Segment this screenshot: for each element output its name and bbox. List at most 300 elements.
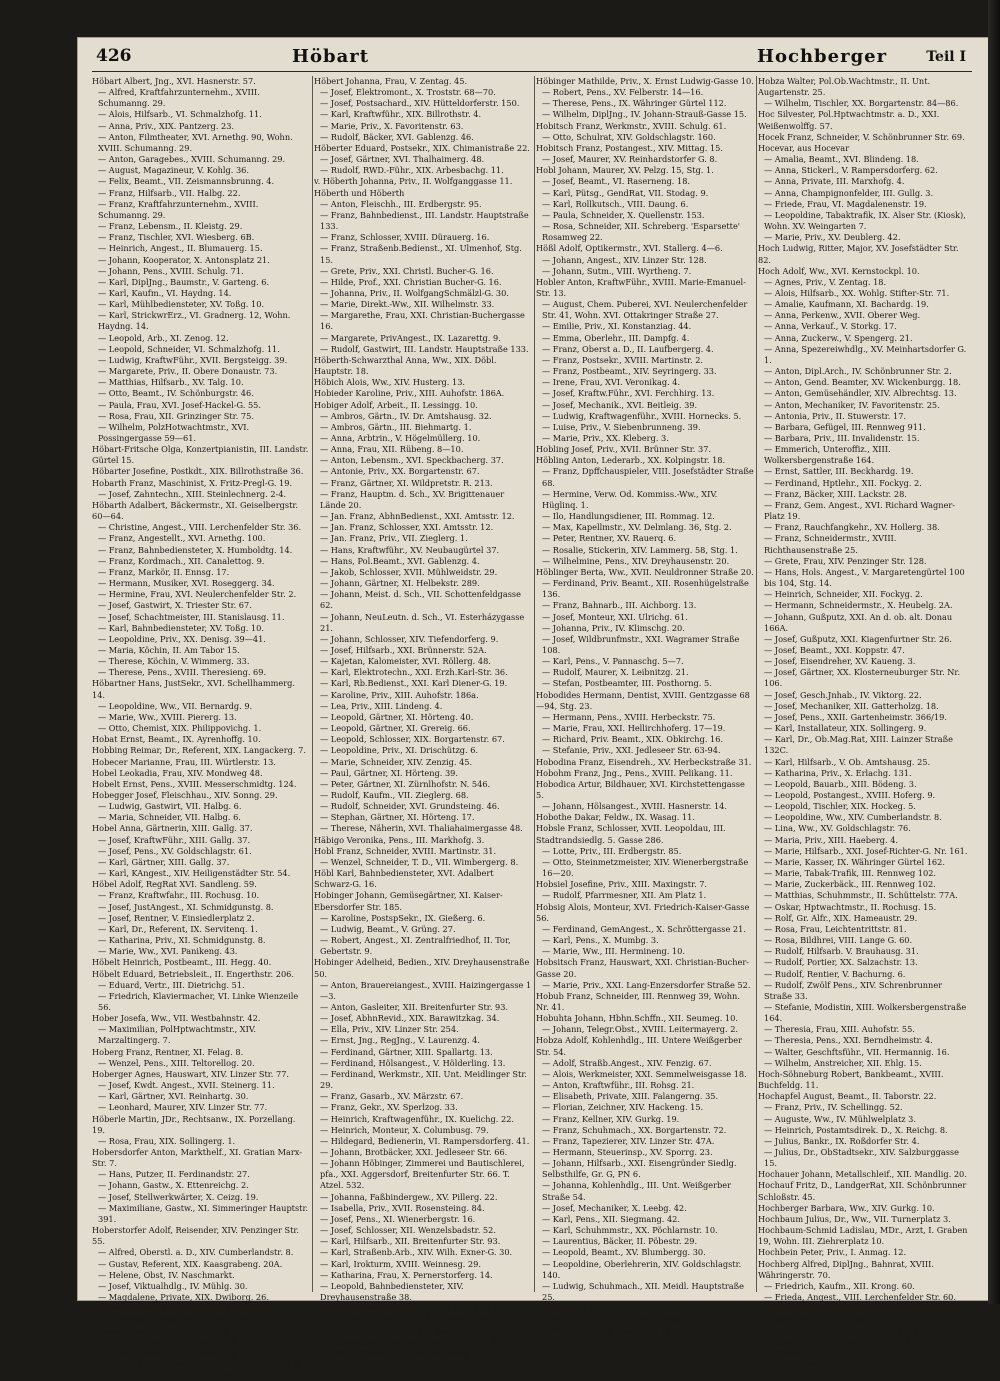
directory-entry: — Maria, Marktfahr., XVI. Panikeng. 41. xyxy=(320,1347,487,1358)
directory-entry: — Karl, Kraftwführ., XIX. Billrothstr. 4. xyxy=(320,109,482,120)
directory-entry: — Josef, Schlosser, XII. Wenzelsbadstr. 52. xyxy=(320,1225,496,1236)
directory-entry: Hobel Anna, Gärtnerin, XIII. Gallg. 37. xyxy=(92,823,253,834)
directory-entry: — Ferdinand, Hptlehr., XII. Fockyg. 2. xyxy=(764,477,922,488)
directory-entry: — Leopold, Postangest., XVIII. Hoferg. 9. xyxy=(764,790,936,800)
directory-entry: — Rudolf, Hilfsarb. V. Brauhausg. 31. xyxy=(764,946,919,957)
directory-entry: — Anna, Zuckerw., V. Spengerg. 21. xyxy=(764,332,913,343)
directory-entry: — Antonia, Priv., II. Stuwerstr. 17. xyxy=(764,410,907,421)
directory-entry: Hochbein Peter, Priv., I. Anmag. 12. xyxy=(758,1247,907,1258)
directory-entry: — Josef, Pens., XV. Goldschlagstr. 61. xyxy=(98,845,252,856)
directory-entry: — Wilhelmine, Pens., XIV. Dreyhausenstr. 20. xyxy=(542,555,730,566)
directory-entry: — Lina, Ww., XV. Goldschlagstr. 76. xyxy=(764,823,911,834)
directory-entry: — Ilo, Handlungsdiener, III. Rommag. 12. xyxy=(542,511,715,522)
directory-entry: — Josef, Gußputz, XXI. Kiagenfurtner Str. 26. xyxy=(764,633,952,644)
directory-entry: — Josef, Gärtner, XVI. Thalhaimerg. 48. xyxy=(320,154,485,165)
directory-entry: — Heinrich, Schneider, XII. Fockyg. 2. xyxy=(764,589,923,600)
directory-entry: — Johanna, Priv., IV. Klimschg. 20. xyxy=(542,622,685,633)
directory-entry: — Otto, Chemist, XIX. Philippovichg. 1. xyxy=(98,723,262,734)
directory-entry: — Rudolf, RWD.-Führ., XIX. Arbesbachg. 11. xyxy=(320,165,504,176)
directory-entry: — Anton, Gemüsehändler, XIV. Albrechtsg. 13. xyxy=(764,388,957,399)
directory-entry: — Anna, Frau, II. Praterstr. 26. xyxy=(764,1358,894,1369)
column-3 xyxy=(536,76,754,1336)
directory-entry: — Rudolf, Kaufm., VII. Zieglerg. 68. xyxy=(320,790,469,800)
directory-entry: — Marie, Priv., X. Favoritenstr. 63. xyxy=(320,120,464,131)
directory-entry: — Amalie, Kaufmann, XI. Bachardg. 19. xyxy=(764,299,929,310)
directory-entry: — Hans, Hols. Angest., V. Margaretengürtel 100 bis 104, Stg. 14. xyxy=(764,566,965,589)
directory-entry: — Franz, Hauptm. d. Sch., XV. Brigittenauer Lände 20. xyxy=(320,488,505,510)
directory-entry: — Franz, Kordmach., XII. Canalettog. 9. xyxy=(98,555,265,566)
directory-entry: — Marie, Kasser, IX. Währinger Gürtel 162. xyxy=(764,856,945,867)
directory-entry: — Franz, Kellner, XIV. Gurkg. 19. xyxy=(542,1113,680,1124)
directory-entry: — Josef, Beamt., VI. Raserneng. 18. xyxy=(542,176,691,187)
directory-entry: — Karoline, PostspSekr., IX. Gießerg. 6. xyxy=(320,912,486,923)
directory-entry: — Johann, Gärtner, XI. Helbekstr. 289. xyxy=(320,578,480,589)
directory-entry: — Robert, Angest., XI. Zentralfriedhof, II. Tor, Gebertstr. 9. xyxy=(320,935,511,957)
directory-entry: — Franz, Tischler, XVI. Wiesberg. 6B. xyxy=(98,232,255,243)
directory-entry: — Anna, Champignonfelder, III. Gullg. 3. xyxy=(764,187,934,198)
directory-entry: — Franz, Gasarb., XV. Märzstr. 67. xyxy=(320,1091,464,1102)
column-1 xyxy=(92,76,310,1381)
directory-entry: — Paul, Gärtner, XI. Hörteng. 39. xyxy=(320,767,458,778)
directory-entry: Hobothe Dakar, Feldw., IX. Wasag. 11. xyxy=(536,812,695,823)
directory-entry: — Franz, Gärtner, XI. Wildpretstr. R. 213. xyxy=(320,477,493,488)
directory-entry: — Karl, StrickwrErz., VI. Gradnerg. 12, Wohn. Haydng. 14. xyxy=(98,310,291,332)
directory-entry: — Johanna, Priv., II. WolfgangSchmälzl-G. 30. xyxy=(320,287,509,298)
directory-entry: — Johann, Sutm., VIII. Wyrtheng. 7. xyxy=(542,265,692,276)
directory-entry: — Leopoldine, Oberlehrerin, XIV. Goldschlagstr. 140. xyxy=(542,1258,742,1280)
directory-entry: — Josef, Gesch.Jnhab., IV. Viktorg. 22. xyxy=(764,689,922,700)
directory-entry: Hochbaum-Schmid Ladislau, MDr., Arzt, I. Graben 19, Wohn. III. Ziehrerplatz 10. xyxy=(758,1225,968,1247)
directory-entry: — Jakob, Schlosser, XVII. Mühlweidstr. 29. xyxy=(320,566,498,577)
directory-entry: — Josef, AbhnRevid., XIX. Barawitzkag. 34. xyxy=(320,1013,500,1024)
directory-entry: Höbelt Eduard, Betriebsleit., II. Engerthstr. 206. xyxy=(92,968,294,979)
directory-entry: — Franz, Kraftfahrzunternehm., XVIII. Schumanng. 29. xyxy=(98,198,259,220)
directory-entry: — Peter, Rentner, XV. Rauerq. 6. xyxy=(542,533,677,544)
directory-entry: — Frieda, Angest., VIII. Lerchenfelder Str. 60. xyxy=(764,1292,956,1303)
directory-entry: — Jan. Franz, AbhnBedienst., XXI. Amtsstr. 12. xyxy=(320,511,515,522)
directory-entry: Hoch Ludwig, Ritter, Major, XV. Josefstädter Str. 82. xyxy=(758,243,959,265)
directory-entry: — August, Chem. Puberei, XVI. Neulerchenfelder Str. 41, Wohn. XVI. Ottakringer Straße 27. xyxy=(542,299,748,321)
directory-entry: — Karl, KAngest., XIV. Heiligenstädter Str. 54. xyxy=(98,868,291,879)
directory-entry: Hochberger Barbara, Ww., XIV. Gurkg. 10. xyxy=(758,1202,935,1213)
directory-entry: — Kajetan, Kalomeister, XVI. Röllerg. 48. xyxy=(320,656,491,667)
directory-entry: — Maximilian, PolHptwachtmstr., XIV. Marzaltingerg. 7. xyxy=(98,1024,256,1046)
directory-entry: — Margarete, Priv., II. Obere Donaustr. 73. xyxy=(98,366,278,377)
directory-entry: — Leopold, Arb., XI. Zenog. 12. xyxy=(98,332,229,343)
directory-entry: — Max, Kapellmstr., XV. Delmlang. 36, Stg. 2. xyxy=(542,522,732,533)
column-4 xyxy=(758,76,972,1369)
directory-entry: — Lea, Priv., XIII. Lindeng. 4. xyxy=(320,700,443,711)
directory-entry: — Josefine, Ww., XIII. Khunng. 15. xyxy=(764,1314,907,1325)
directory-entry: Hoch Adolf, Ww., XVI. Kernstockpl. 10. xyxy=(758,265,920,276)
directory-entry: — Johann, Telegr.Obst., XVIII. Leitermayerg. 2. xyxy=(542,1024,739,1035)
directory-entry: — Franz, Priv., IV. Schellingg. 52. xyxy=(764,1102,903,1113)
directory-entry: — Adolf, Straßb.Angest., XIV. Fenzig. 67. xyxy=(542,1057,712,1068)
directory-entry: Höbling Anton, Lederarb., XX. Kolpingstr. 18. xyxy=(536,455,726,466)
directory-entry: — Marie, Priv., X. Laaer Str. 16—20. xyxy=(542,1325,693,1336)
directory-entry: Hobersdorfer Anton, Markthelf., XI. Gratian Marx-Str. 7. xyxy=(92,1147,303,1169)
directory-entry: — Josef, JustAngest., XI. Schmidgunstg. 8. xyxy=(98,901,274,912)
directory-entry: — Heinrich, Angest., II. Blumauerg. 15. xyxy=(98,243,263,254)
directory-entry: — Rudolf, Rentier, V. Bachurng. 6. xyxy=(764,968,906,979)
directory-entry: — Anton, Fleischh., III. Erdbergstr. 95. xyxy=(320,198,482,209)
directory-entry: Hößl Adolf, Optikermstr., XVI. Stallerg. 4—6. xyxy=(536,243,723,254)
directory-entry: — Karl, Elektrotechn., XXI. Erzh.Karl-Str. 36. xyxy=(320,667,508,678)
directory-entry: — Gustav, Referent, XIX. Kaasgrabeng. 20A. xyxy=(98,1258,283,1269)
directory-entry: — Alfred, Kraftfahrzunternehm., XVIII. Schumanng. 29. xyxy=(98,87,260,109)
directory-entry: — Hermann, Schneidermstr., X. Heubelg. 2A. xyxy=(764,600,953,611)
directory-entry: Hobza Adolf, Kohlenhdlg., III. Untere Weißgerber Str. 54. xyxy=(536,1035,743,1057)
directory-entry: — Marie, Priv., XXI. Lang-Enzersdorfer Straße 52. xyxy=(542,979,751,990)
directory-entry: — Leopold, Schlosser, XIX. Borgartenstr. 67. xyxy=(320,734,505,745)
directory-entry: — Ernst, Jng., RegJng., V. Laurenzg. 4. xyxy=(320,1035,480,1046)
directory-entry: Höberth und Höberth xyxy=(314,187,405,198)
directory-entry: — Emilie, Priv., XI. Konstanziag. 44. xyxy=(542,321,692,332)
directory-entry: — Hermann, Steuerinsp., XV. Sporrg. 23. xyxy=(542,1147,713,1157)
directory-entry: — Franz, Hilfsarb., VII. Halbg. 22. xyxy=(98,187,241,198)
directory-entry: — Franz, Lebensm., II. Kleistg. 29. xyxy=(98,221,243,232)
directory-entry: — Johann, Kooperator, X. Antonsplatz 21. xyxy=(98,254,270,265)
directory-entry: — Karl, Dr., Referent, IX. Servitenq. 1. xyxy=(98,923,258,934)
directory-entry: — Ferdinand, Hölsangest., V. Hölderling. 13. xyxy=(320,1057,506,1068)
directory-entry: Hocevar, aus Hocevar xyxy=(758,142,850,153)
directory-entry: — Irene, Frau, XVI. Veronikag. 4. xyxy=(542,377,681,388)
directory-entry: Höbert Anna, Priv., VI. Liniesg. 8. xyxy=(92,1325,232,1336)
directory-entry: — Barbara, Gefügel, III. Rennweg 911. xyxy=(764,421,926,432)
directory-entry: Hoch-Söhneburg Robert, Bankbeamt., XVIII. Buchfeldg. 11. xyxy=(758,1068,944,1091)
directory-entry: Hober Josefa, Ww., VII. Westbahnstr. 42. xyxy=(92,1013,261,1024)
directory-entry: Höbart Albert, Jng., XVI. Hasnerstr. 57. xyxy=(92,76,256,86)
directory-entry: — Karl, Pens., X. Mumbg. 3. xyxy=(542,935,659,946)
page-header xyxy=(92,46,972,74)
directory-entry: — Karl, Pütsg., GendRat, VII. Stodag. 9. xyxy=(542,187,709,198)
directory-entry: — Karl, Dr., Ob.Mag.Rat, XIII. Lainzer Straße 132C. xyxy=(764,734,953,756)
directory-entry: — Amalia, Beamt., XVI. Blindeng. 18. xyxy=(764,154,919,165)
directory-entry: — Leopold, RAB-Führ., XII. Bornig. 55. xyxy=(320,1325,482,1336)
directory-entry: — Josef, Mechanik., XVI. Beitleig. 39. xyxy=(542,399,698,410)
directory-entry: Hoc Silvester, Pol.Hptwachtmstr. a. D., XXI. Weißenwolffg. 57. xyxy=(758,109,940,131)
directory-entry: — Friede, Frau, VI. Magdalenenstr. 19. xyxy=(764,198,927,209)
directory-entry: Hochauer Johann, Metallschleif., XII. Mandlig. 20. xyxy=(758,1169,967,1180)
column-2 xyxy=(314,76,532,1358)
directory-entry: — Maria, Priv., XIII. Haeberg. 4. xyxy=(764,834,899,845)
directory-entry: Hobecer Marianne, Frau, III. Würtlerstr. 13. xyxy=(92,756,276,767)
directory-entry: — Josef, Gastwirt, X. Triester Str. 67. xyxy=(98,600,252,611)
directory-entry: Hobodides Hermann, Dentist, XVIII. Gentzgasse 68—94, Stg. 23. xyxy=(536,689,750,711)
right-running-head: Hochberger xyxy=(757,46,888,67)
directory-entry: — Auguste, Ww., IV. Mühlwelplatz 3. xyxy=(764,1113,916,1124)
directory-entry: Hobelt Ernst, Pens., XVIII. Messerschmidtg. 124. xyxy=(92,778,297,789)
directory-entry: — Franz, Kb.Bedienst., X. Randhartingergasse 8. xyxy=(98,1358,302,1369)
directory-entry: — Wilhelm, DiplJng., IV. Johann-Strauß-Gasse 15. xyxy=(542,109,747,120)
directory-entry: — Leopoldine, Priv., XX. Denisg. 39—41. xyxy=(98,633,266,644)
directory-entry: — Katharina, Frau, X. Pernerstorferg. 14. xyxy=(320,1269,493,1280)
directory-entry: — Josef, Pens., XI. Wienerbergstr. 16. xyxy=(320,1213,476,1224)
directory-entry: — Anton, Dipl.Arch., IV. Schönbrunner Str. 2. xyxy=(764,366,952,377)
directory-entry: — Anton, Kraftwführ., III. Rohsg. 21. xyxy=(542,1080,695,1091)
directory-entry: — Anton, Gend. Beamter, XV. Wickenburgg. 18. xyxy=(764,377,961,388)
directory-entry: — Franz, Dpffchauspieler, VIII. Josefstädter Straße 68. xyxy=(542,466,754,488)
directory-entry: — Leopoldine, Tabaktrafik, IX. Alser Str. (Kiosk), Wohn. XV. Weingarten 7. xyxy=(764,209,966,232)
directory-entry: Höbinger Mathilde, Priv., X. Ernst Ludwig-Gasse 10. xyxy=(536,76,754,86)
directory-entry: — Paula, Frau, XVI. Josef-Hackel-G. 55. xyxy=(98,399,261,410)
directory-entry: — Johanna, Faßbindergew., XV. Pillerg. 22. xyxy=(320,1191,498,1202)
directory-entry: — Franz, Postsekr., XVIII. Martinstr. 2. xyxy=(542,354,704,365)
directory-entry: Höbel Adolf, RegRat XVI. Sandleng. 59. xyxy=(92,879,257,890)
directory-entry: — Maria, Schneider, VII. Halbg. 6. xyxy=(98,812,241,823)
directory-entry: Hobler Anton, KraftwFühr., XVIII. Marie-Emanuel-Str. 13. xyxy=(536,276,746,298)
directory-entry: — Karl, Rollkutsch., VIII. Daung. 6. xyxy=(542,198,689,209)
directory-entry: — Ambros, Gärtn., III. Biehmartg. 1. xyxy=(320,421,472,432)
directory-entry: — Rudolf, Schneider, XVI. Grundsteing. 46. xyxy=(320,801,500,812)
directory-entry: — Josef, Mechaniker, XII. Gatterholzg. 18. xyxy=(764,700,939,711)
directory-entry: — Emmerich, Unteroffiz., XIII. Wolkersbergenstraße 164. xyxy=(764,444,891,466)
directory-entry: Hochauf Fritz, D., LandgerRat, XII. Schönbrunner Schloßstr. 45. xyxy=(758,1180,967,1202)
directory-entry: — Hermine, Frau, XVI. Neulerchenfelder Str. 2. xyxy=(98,589,297,600)
directory-entry: — Leopold, Spengler, III. Khunng. 15. xyxy=(764,1325,921,1336)
directory-entry: — Josef, Rentner, V. Einsiedlerplatz 2. xyxy=(98,912,255,923)
directory-entry: — Josef, Elektromont., X. Troststr. 68—70. xyxy=(320,87,496,98)
directory-entry: Höbart-Fritsche Olga, Konzertpianistin, III. Landstr. Gürtel 15. xyxy=(92,444,309,466)
directory-entry: — Franz, Schuhmach., XX. Borgartenstr. 72. xyxy=(542,1124,727,1135)
directory-entry: — Johann, Brotbäcker, XXI. Jedleseer Str. 66. xyxy=(320,1147,508,1157)
directory-entry: — Marie, Schneider, XIV. Zenzig. 45. xyxy=(320,756,473,767)
directory-entry: Hochberg Alfred, DiplJng., Bahnrat, XVIII. Währingerstr. 70. xyxy=(758,1258,934,1280)
directory-entry: — Josef, Hilfsarb., XXI. Brünnerstr. 52A. xyxy=(320,644,487,655)
directory-entry: — Johann, Gastw., X. Ettenreichg. 2. xyxy=(98,1180,249,1191)
left-running-head: Höbart xyxy=(292,46,370,67)
directory-page xyxy=(78,38,990,1381)
directory-entry: — Rosa, Frau, XII. Grinzinger Str. 75. xyxy=(98,410,254,421)
directory-entry: — Anton, Mechaniker, IV. Favoritenstr. 25. xyxy=(764,399,940,410)
directory-entry: Hochbaum Julius, Dr., Ww., VII. Turnerplatz 3. xyxy=(758,1213,951,1224)
directory-entry: — Theresia, Postbeamt., III. Würtlerstr. 28. xyxy=(98,1314,278,1325)
directory-entry: — Marie, Frau, XXI. Hellirchhoferg. 17—19. xyxy=(542,723,726,734)
directory-entry: — Antonie, Priv., XX. Borgartenstr. 67. xyxy=(320,466,480,477)
directory-entry: — Leopold, Tischler, XIX. Hockeg. 5. xyxy=(764,801,916,812)
directory-entry: — Maria, Köchin, II. Am Tabor 15. xyxy=(98,644,240,655)
directory-entry: — Marie, Ww., III. Hermineng. 10. xyxy=(542,946,685,957)
directory-entry: — Jan. Franz, Schlosser, XXI. Amtsstr. 12. xyxy=(320,522,494,533)
directory-entry: — Josef, Mechaniker, X. Leebg. 42. xyxy=(542,1202,687,1213)
directory-entry: — Leopold, Maurer, XI. Eisteichstr. 10—12. xyxy=(320,1303,500,1314)
directory-entry: — Rosalie, Stickerin, XIV. Lammerg. 58, Stg. 1. xyxy=(542,544,738,555)
directory-entry: — Anna, Stickerl., V. Rampersdorferg. 62. xyxy=(764,165,938,176)
directory-entry: Hobinger Adelheid, Bedien., XIV. Dreyhausenstraße 50. xyxy=(314,957,530,979)
directory-entry: — Leopoldine, Ww., XIV. Cumberlandstr. 8. xyxy=(764,812,942,823)
directory-entry: — Rudolf, Pfarrmesner, XII. Am Platz 1. xyxy=(542,890,707,901)
directory-entry: — Franz, Schlosser, XVIII. Dürauerg. 16. xyxy=(320,232,490,243)
directory-entry: — Ludwig, Tischler, XX. Engerthstr. 86. xyxy=(542,1303,707,1314)
directory-entry: Höbelt Heinrich, Postbeamt., III. Hegg. 40. xyxy=(92,957,272,968)
directory-entry: — Rosa, Frau, Leichtentrittstr. 81. xyxy=(764,923,907,934)
directory-entry: — Julius, Bankr., IX. Roßdorfer Str. 4. xyxy=(764,1135,920,1146)
directory-entry: Hocek Franz, Schneider, V. Schönbrunner Str. 69. xyxy=(758,131,965,142)
directory-entry: — Johann Höbinger, Zimmerei und Bautischlerei, pfa., XXI. Aggersdorf, Breitenfurter Str. 66. T. Atzel. 532. xyxy=(320,1158,525,1191)
directory-entry: — Therese, Pens., XVIII. Theresieng. 69. xyxy=(98,667,267,678)
directory-entry: — Otto, Steinmetzmeister, XIV. Wienerbergstraße 16—20. xyxy=(542,856,749,879)
directory-entry: — Rosa, Frau, XIX. Sollingerg. 1. xyxy=(98,1135,236,1146)
directory-entry: Hoberg Franz, Rentner, XI. Felag. 8. xyxy=(92,1046,244,1057)
directory-entry: Höbl Karl, Bahnbediensteter, XVI. Adalbert Schwarz-G. 16. xyxy=(314,868,494,890)
directory-entry: — Grete, Priv., XXI. Christl. Bucher-G. 16. xyxy=(320,265,494,276)
directory-entry: Hobbing Reimar, Dr., Referent, XIX. Langackerg. 7. xyxy=(92,745,306,756)
directory-entry: — Leonhard, Maurer, XIV. Linzer Str. 77. xyxy=(98,1102,268,1113)
directory-entry: — Rosa, Schneider, XII. Schreberg. 'Esparsette' Rosamweg 22. xyxy=(542,221,741,243)
directory-entry: — Anton, Gasleiter, XII. Breitenfurter Str. 93. xyxy=(320,1001,509,1012)
directory-entry: Hobat Ernst, Beamt., IX. Ayrenhoffg. 10. xyxy=(92,734,261,745)
directory-entry: — Franz, Bahnarb., III. Aichborg. 13. xyxy=(542,600,697,611)
directory-entry: Hoberstorfer Adolf, Reisender, XIV. Penzinger Str. 55. xyxy=(92,1225,300,1247)
directory-entry: — Margarethe, Frau, XXI. Christian-Buchergasse 16. xyxy=(320,310,525,332)
directory-entry: — Franz, Oberst a. D., II. Laufbergerg. 4. xyxy=(542,343,714,354)
book-spine-shadow xyxy=(988,0,1000,1304)
directory-entry: — Elisabeth, Private, XIII. Falangerng. 35. xyxy=(542,1091,719,1102)
directory-entry: — Franz, Postbeamt., XIV. Seyringerg. 33. xyxy=(542,366,717,377)
directory-entry: Höblinger Berta, Ww., XVII. Neuldronner Straße 20. xyxy=(536,566,754,577)
directory-entry: — Friedrich, Kaufm., XII. Krong. 60. xyxy=(764,1280,915,1291)
directory-entry: — Karl, Kaufm., VI. Haydng. 14. xyxy=(98,287,232,298)
directory-entry: — Leopold, Beamt., XV. Blumbergg. 30. xyxy=(542,1247,706,1258)
directory-entry: Höberle Martin, JDr., Rechtsanw., IX. Porzellang. 19. xyxy=(92,1113,296,1135)
directory-entry: — Stefanie, Priv., XXI. Jedleseer Str. 63-94. xyxy=(542,745,721,756)
directory-entry: — Franz, Straßenb.Bedienst., XI. Ulmenhof, Stg. 15. xyxy=(320,243,522,265)
directory-entry: — Rudolf, Zwölf Pens., XIV. Schrenbrunner Straße 33. xyxy=(764,979,943,1001)
directory-entry: Hobieder Karoline, Priv., XIII. Auhofstr. 186A. xyxy=(314,388,505,399)
directory-entry: — Anna, Arbtrin., V. Högelmüllerg. 10. xyxy=(320,433,481,443)
directory-entry: — Julius, Dr., ObStadtsekr., XIV. Salzburggasse 15. xyxy=(764,1147,959,1169)
directory-entry: — Leopold, Bahnbediensteter, XIV. Dreyhausenstraße 38. xyxy=(320,1280,464,1303)
directory-entry: — Laurentius, Bäcker, II. Pöbestr. 29. xyxy=(542,1236,698,1247)
directory-entry: — Karl, Schuhmmstr., XX. Pöchlarnstr. 10. xyxy=(542,1225,718,1236)
directory-entry: — Hans, Putzer, II. Ferdinandstr. 27. xyxy=(98,1169,250,1180)
directory-entry: Häbigo Veronika, Pens., III. Markhofg. 3. xyxy=(314,834,485,845)
directory-entry: — Rudolf, Portier, XX. Salzachstr. 13. xyxy=(764,957,918,968)
directory-entry: — Josef, Maurer, XV. Reinhardstorfer G. 8. xyxy=(542,154,718,165)
directory-entry: — Maria, Jiflm., XX. Wiederhänger. 3. xyxy=(542,1314,698,1325)
directory-entry: — Stefan, Postbeamter, III. Posthorng. 5. xyxy=(542,678,712,689)
directory-entry: — Johann, NeuLeutn. d. Sch., VI. Esterházygasse 21. xyxy=(320,611,525,633)
directory-entry: — Agnes, Priv., V. Zentag. 18. xyxy=(764,276,887,287)
directory-entry: — Johann, Pens., XVIII. Schulg. 71. xyxy=(98,265,244,276)
directory-entry: — Josef, Eisendreher, XV. Kaueng. 3. xyxy=(764,656,916,667)
directory-entry: — Wenzel, Schneider, T. D., VII. Wimbergerg. 8. xyxy=(320,856,519,867)
directory-entry: — Josef, Wildbrunfmstr., XXI. Wagramer Straße 108. xyxy=(542,633,740,655)
directory-entry: — Josef, Beamt., XXI. Koppstr. 47. xyxy=(764,644,905,655)
directory-entry: — Josef, Postsachard., XIV. Hütteldorferstr. 150. xyxy=(320,98,520,109)
directory-entry: — Leopold, Bauarb., XIII. Bödeng. 3. xyxy=(764,778,917,789)
directory-entry: — Barbara, Priv., III. Invalidenstr. 15. xyxy=(764,433,920,443)
directory-entry: — Karl, DiplJng., Baumstr., V. Garteng. 6. xyxy=(98,276,270,287)
directory-entry: — Anna, Perkenw., XVII. Oberer Weg. xyxy=(764,310,921,321)
directory-entry: — Josef, Monteur, XXI. Ulrichg. 61. xyxy=(542,611,688,622)
directory-entry: — Leopoldine, Frau, VII. Mariahilfer Str. 82. xyxy=(320,1336,505,1347)
directory-entry: Hobegger Josef, Fleischhau., XIV. Sonng. 29. xyxy=(92,790,278,800)
directory-entry: — Karl, Installateur, XIX. Sollingerg. 9. xyxy=(764,723,927,734)
directory-entry: Hobodina Franz, Eisendreh., XV. Herbeckstraße 31. xyxy=(536,756,752,767)
directory-entry: — Theresia, Pens., XXI. Berndheimstr. 4. xyxy=(764,1035,933,1046)
directory-entry: Hoberger Agnes, Hauswart, XIV. Linzer Str. 77. xyxy=(92,1068,290,1079)
directory-entry: — Otto, Beamt., IV. Schönburgstr. 46. xyxy=(98,388,254,399)
directory-entry: Höbarth Adalbert, Bäckermstr., XI. Geiselbergstr. 60—64. xyxy=(92,499,298,522)
directory-entry: — Paula, Schneider, X. Quellenstr. 153. xyxy=(542,209,705,220)
directory-entry: — Leopoldine, Ww., VII. Bernardg. 9. xyxy=(98,700,253,711)
directory-entry: — Johann, Gußputz, XXI. An d. ob. alt. Donau 166A. xyxy=(764,611,953,633)
directory-entry: Hobel Leokadia, Frau, XIV. Mondweg 48. xyxy=(92,767,263,778)
directory-entry: — Franz, Markör, II. Ennsg. 17. xyxy=(98,566,230,577)
directory-entry: Höberter Eduard, Postsekr., XIX. Chimanistraße 22. xyxy=(314,142,530,153)
directory-entry: — Franz, Kraftwfahr., III. Rochusg. 10. xyxy=(98,890,260,901)
directory-entry: — Anton, Garagebes., XVIII. Schumanng. 29. xyxy=(98,154,286,165)
directory-entry: — Karl, Bahnbediensteter, XV. Toßg. 10. xyxy=(98,622,264,633)
directory-entry: — Felix, Beamt., VII. Zeismannsbrunng. 4. xyxy=(98,176,275,187)
directory-entry: — Rosa, Bildhrei, VIII. Lange G. 60. xyxy=(764,935,913,946)
directory-entry: — Rudolf, Gastwirt, III. Landstr. Hauptstraße 133. xyxy=(320,343,529,354)
directory-entry: — Hans, Pol.Beamt., XVI. Gablenzg. 4. xyxy=(320,555,480,566)
directory-entry: — Franz, Bäcker, XIII. Lackstr. 28. xyxy=(764,488,907,499)
directory-entry: Höbarter Josefine, Postkdt., XIX. Billrothstraße 36. xyxy=(92,466,304,477)
directory-entry: — Ferdinand, Werkmstr., XII. Unt. Meidlinger Str. 29. xyxy=(320,1068,527,1091)
directory-entry: Hobl Franz, Schneider, XVIII. Martinstr. 31. xyxy=(314,845,497,856)
directory-entry: — Lotte, Priv., III. Erdbergstr. 85. xyxy=(542,845,682,856)
directory-entry: — Richard, Priv. Beamt., XIX. Obkirchg. 16. xyxy=(542,734,724,745)
directory-entry: — August, Magazineur, V. Kohlg. 36. xyxy=(98,165,249,176)
directory-entry: — Therese, Näherin, XVI. Thaliahaimergasse 48. xyxy=(320,823,523,834)
directory-entry: — Hermine, Stabsleit., V. Kronsg. 15. xyxy=(764,1303,919,1314)
directory-entry: — Magdalene, Private, XIX. Dwiborg. 26. xyxy=(98,1292,269,1303)
column-divider xyxy=(534,76,535,1292)
directory-entry: — Anna, Private, III. Marxhofg. 4. xyxy=(764,176,905,187)
directory-entry: — Anton, Brauereiangest., XVIII. Haizingergasse 1—3. xyxy=(320,979,532,1001)
directory-entry: — Ferdinand, Gärtner, XIII. Spallartg. 13. xyxy=(320,1046,493,1057)
directory-entry: — Karl, Irokturm, XVIII. Weinnesg. 29. xyxy=(320,1258,481,1269)
directory-entry: — Leopoldine, Priv., XI. Drischützg. 6. xyxy=(320,745,479,756)
directory-entry: — Ludwig, Beamt., V. Grüng. 27. xyxy=(320,923,456,934)
directory-entry: Höbich Alois, Ww., XIV. Husterg. 13. xyxy=(314,377,466,388)
directory-entry: Hochberger Alfons, MaschZeichn., XX. Greifensteing. 4. xyxy=(758,1336,920,1358)
directory-entry: — Josef, Gärtner, XX. Klosterneuburger Str. Nr. 106. xyxy=(764,667,961,689)
directory-entry: — Josef, Viktualhdlg., IV. Mühlg. 30. xyxy=(98,1280,248,1291)
directory-entry: — Matthias, Schuhmmstr., II. Schüttelstr. 77A. xyxy=(764,890,958,901)
directory-entry: — Anton, Filmtheater, XVI. Arnethg. 90, Wohn. XVIII. Schumanng. 29. xyxy=(98,131,293,153)
directory-entry: — Karl, Hilfsarb., V. Ob. Amtshausg. 25. xyxy=(764,756,931,767)
directory-entry: — Grete, Frau, XIV. Penzinger Str. 128. xyxy=(764,555,927,566)
directory-entry: — Hilde, Prof., XXI. Christian Bucher-G. 16. xyxy=(320,276,502,287)
directory-entry: — Josef, Schachtmeister, III. Stanislausg. 11. xyxy=(98,611,285,622)
directory-entry: — Katharina, Priv., XI. Schmidgunstg. 8. xyxy=(98,935,266,946)
directory-entry: Hobarth Franz, Maschinist, X. Fritz-Pregl-G. 19. xyxy=(92,477,293,488)
directory-entry: — Karl, Mühlbediensteter, XV. Toßg. 10. xyxy=(98,299,265,310)
column-divider xyxy=(756,76,757,1292)
directory-entry: Hobodica Artur, Bildhauer, XVI. Kirchstettengasse 5. xyxy=(536,778,745,800)
directory-entry: — Anna, Frau, XII. Rübeng. 8—10. xyxy=(320,444,464,455)
directory-entry: — Marie, Direkt.-Ww., XII. Wilhelmstr. 33. xyxy=(320,299,495,310)
directory-entry: — Josef, Zahntechn., XIII. Steinlechnerg. 2-4. xyxy=(98,488,287,499)
directory-entry: — Christine, Angest., VIII. Lerchenfelder Str. 36. xyxy=(98,522,302,533)
directory-entry: — Ferdinand, Priv. Beamt., XII. Rosenhügelstraße 136. xyxy=(542,578,749,600)
directory-entry: — Alois, Hilfsarb., VI. Schmalzhofg. 11. xyxy=(98,109,262,120)
directory-entry: — Wilhelm, Anstreicher, XII. Ehlg. 15. xyxy=(764,1057,922,1068)
directory-entry: — Georg, Elektromont., IX. Türkenstr. 23. xyxy=(98,1370,272,1381)
directory-entry: — Hermine, Verw. Od. Kommiss.-Ww., XIV. Hüglinq. 1. xyxy=(542,488,718,510)
directory-entry: — Therese, Pens., IX. Währinger Gürtel 112. xyxy=(542,98,727,109)
directory-entry: Hobitsch Franz, Werkmstr., XVIII. Schulg. 61. xyxy=(536,120,727,131)
directory-entry: — Therese, Köchin, V. Wimmerg. 33. xyxy=(98,656,250,667)
directory-entry: — Stephan, Gärtner, XI. Hörteng. 17. xyxy=(320,812,475,823)
directory-entry: — Josef, Pens., XXII. Gartenheimstr. 366/19. xyxy=(764,711,947,722)
directory-entry: — Maximiliane, Gastw., XI. Simmeringer Hauptstr. 391. xyxy=(98,1202,309,1224)
directory-entry: — Hildegard, Bedienerin, VI. Rampersdorferg. 41. xyxy=(320,1135,530,1146)
